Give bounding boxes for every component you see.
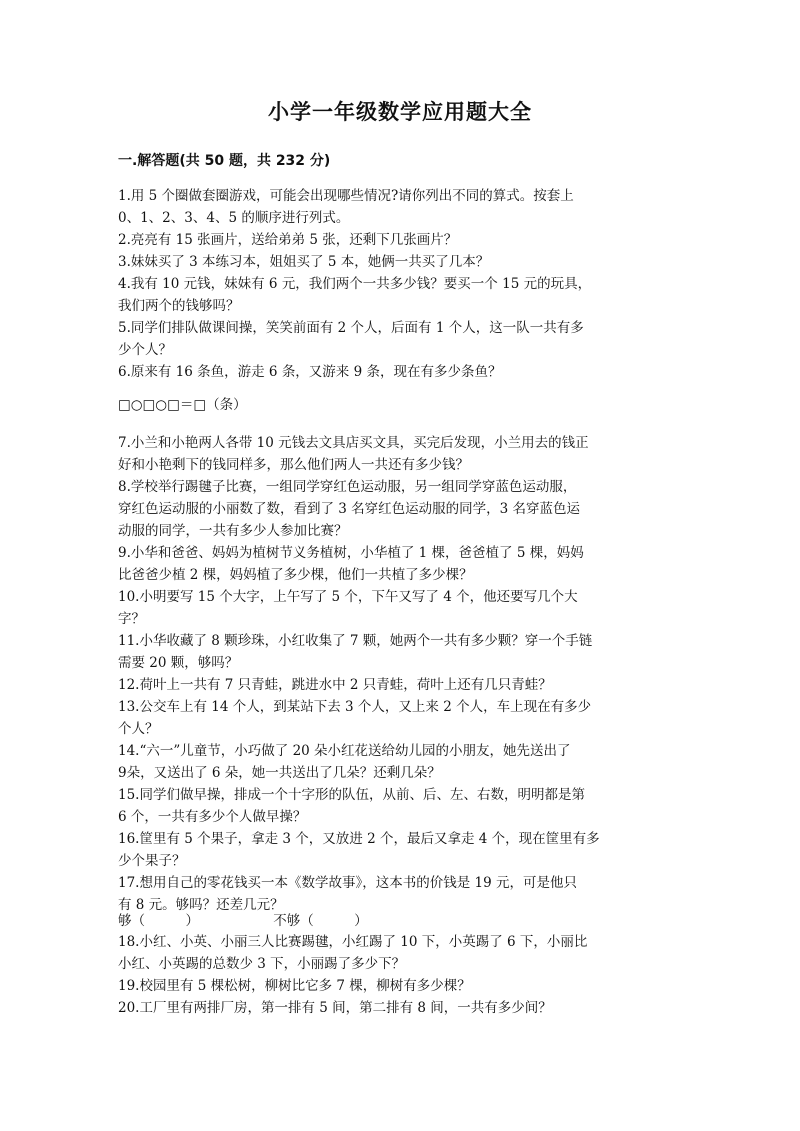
- question-line: 18.小红、小英、小丽三人比赛踢毽，小红踢了 10 下，小英踢了 6 下，小丽比: [118, 934, 588, 950]
- question-line: 有 8 元。够吗？还差几元？: [118, 897, 284, 913]
- question-line: 9.小华和爸爸、妈妈为植树节义务植树，小华植了 1 棵，爸爸植了 5 棵，妈妈: [118, 545, 584, 561]
- questions-1-6: [118, 185, 690, 383]
- question-line: 5.同学们排队做课间操，笑笑前面有 2 个人，后面有 1 个人，这一队一共有多: [118, 320, 584, 336]
- question-line: 16.筐里有 5 个果子，拿走 3 个，又放进 2 个，最后又拿走 4 个，现在筐里有多: [118, 831, 600, 847]
- question-line: 少个果子？: [118, 853, 186, 869]
- question-line: 12.荷叶上一共有 7 只青蛙，跳进水中 2 只青蛙，荷叶上还有几只青蛙？: [118, 677, 552, 693]
- question-line: 7.小兰和小艳两人各带 10 元钱去文具店买文具，买完后发现，小兰用去的钱正: [118, 435, 589, 451]
- question-line: 我们两个的钱够吗？: [118, 298, 240, 314]
- question-line: 2.亮亮有 15 张画片，送给弟弟 5 张，还剩下几张画片？: [118, 232, 458, 248]
- page-title: 小学一年级数学应用题大全: [268, 100, 532, 124]
- question-line: 6 个，一共有多少个人做早操？: [118, 809, 307, 825]
- section-heading: 一.解答题(共 50 题，共 232 分): [118, 153, 331, 169]
- question-line: 15.同学们做早操，排成一个十字形的队伍，从前、后、左、右数，明明都是第: [118, 787, 585, 803]
- question-line: 字？: [118, 611, 145, 627]
- question-line: 小红、小英踢的总数少 3 下，小丽踢了多少下？: [118, 956, 406, 972]
- question-line: 穿红色运动服的小丽数了数，看到了 3 名穿红色运动服的同学，3 名穿蓝色运: [118, 501, 581, 517]
- question-line: 6.原来有 16 条鱼，游走 6 条，又游来 9 条，现在有多少条鱼？: [118, 364, 502, 380]
- question-line: 个人？: [118, 721, 159, 737]
- questions-18-20: [118, 931, 690, 1019]
- question-line: 少个人？: [118, 342, 172, 358]
- question-line: 19.校园里有 5 棵松树，柳树比它多 7 棵，柳树有多少棵？: [118, 978, 471, 994]
- questions-7-17: [118, 432, 690, 916]
- question-line: 需要 20 颗，够吗？: [118, 655, 239, 671]
- enough-choice: 够（ ） 不够（ ）: [118, 913, 368, 929]
- question-line: 好和小艳剩下的钱同样多，那么他们两人一共还有多少钱？: [118, 457, 469, 473]
- question-line: 3.妹妹买了 3 本练习本，姐姐买了 5 本，她俩一共买了几本？: [118, 254, 490, 270]
- question-line: 14.“六一”儿童节，小巧做了 20 朵小红花送给幼儿园的小朋友，她先送出了: [118, 743, 571, 759]
- question-line: 1.用 5 个圈做套圈游戏，可能会出现哪些情况?请你列出不同的算式。按套上: [118, 188, 574, 204]
- formula-line: [118, 394, 690, 416]
- enough-answer-line: [118, 910, 690, 932]
- question-line: 17.想用自己的零花钱买一本《数学故事》，这本书的价钱是 19 元，可是他只: [118, 875, 577, 891]
- question-line: 0、1、2、3、4、5 的顺序进行列式。: [118, 210, 350, 226]
- question-line: 13.公交车上有 14 个人，到某站下去 3 个人，又上来 2 个人，车上现在有多少: [118, 699, 592, 715]
- question-line: 20.工厂里有两排厂房，第一排有 5 间，第二排有 8 间，一共有多少间？: [118, 1000, 552, 1016]
- question-line: 9朵，又送出了 6 朵，她一共送出了几朵？还剩几朵？: [118, 765, 441, 781]
- question-line: 8.学校举行踢毽子比赛，一组同学穿红色运动服，另一组同学穿蓝色运动服，: [118, 479, 577, 495]
- question-line: 11.小华收藏了 8 颗珍珠，小红收集了 7 颗，她两个一共有多少颗？穿一个手链: [118, 633, 593, 649]
- question-line: 4.我有 10 元钱，妹妹有 6 元，我们两个一共多少钱？要买一个 15 元的玩具，: [118, 276, 592, 292]
- question-line: 10.小明要写 15 个大字，上午写了 5 个，下午又写了 4 个，他还要写几个大: [118, 589, 578, 605]
- question-line: 比爸爸少植 2 棵，妈妈植了多少棵，他们一共植了多少棵？: [118, 567, 473, 583]
- answer-formula: □○□○□＝□（条）: [118, 397, 247, 413]
- question-line: 动服的同学，一共有多少人参加比赛？: [118, 523, 348, 539]
